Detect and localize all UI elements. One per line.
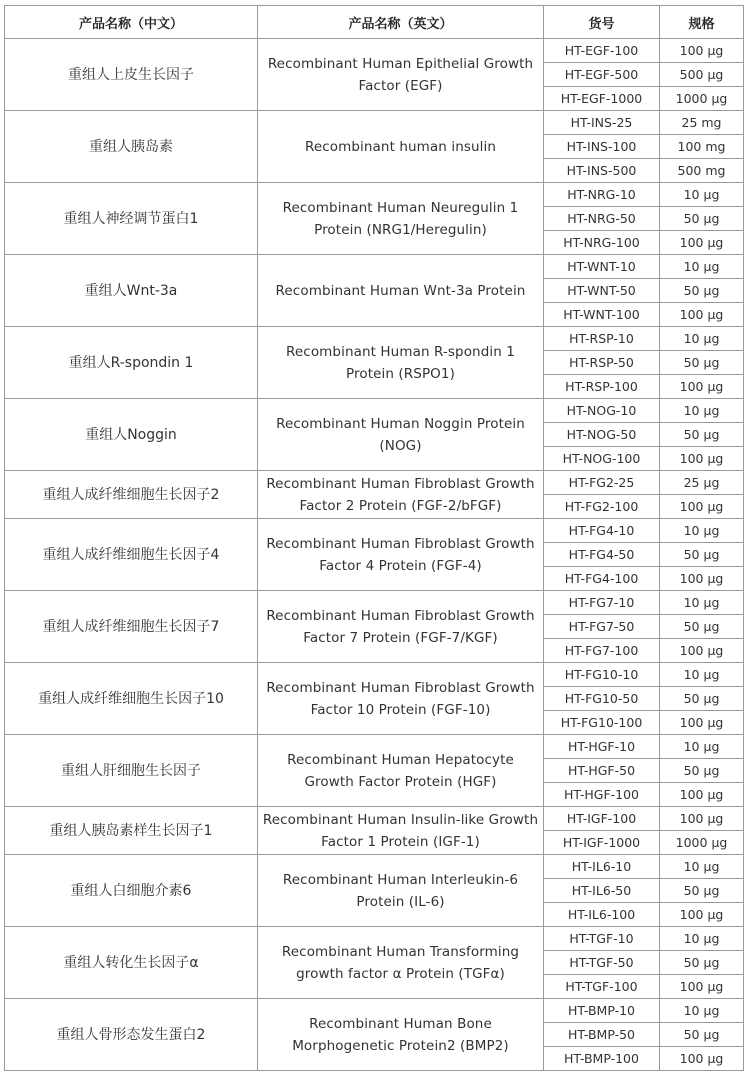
specification: 1000 μg xyxy=(660,831,744,855)
product-name-en: Recombinant Human Transforming growth factor α Protein (TGFα) xyxy=(258,927,544,999)
catalog-number: HT-TGF-10 xyxy=(544,927,660,951)
specification: 100 mg xyxy=(660,135,744,159)
catalog-number: HT-NOG-10 xyxy=(544,399,660,423)
table-row xyxy=(5,327,744,351)
specification: 100 μg xyxy=(660,39,744,63)
specification: 50 μg xyxy=(660,423,744,447)
table-row xyxy=(5,183,744,207)
specification: 500 mg xyxy=(660,159,744,183)
table-row xyxy=(5,663,744,687)
catalog-number: HT-NOG-100 xyxy=(544,447,660,471)
table-row xyxy=(5,855,744,879)
catalog-number: HT-INS-500 xyxy=(544,159,660,183)
catalog-number: HT-BMP-100 xyxy=(544,1047,660,1071)
product-name-cn: 重组人转化生长因子α xyxy=(5,927,258,999)
header-name-en: 产品名称（英文） xyxy=(258,6,544,39)
specification: 100 μg xyxy=(660,639,744,663)
table-row xyxy=(5,471,744,495)
product-name-cn: 重组人Noggin xyxy=(5,399,258,471)
table-row xyxy=(5,735,744,759)
catalog-number: HT-NRG-100 xyxy=(544,231,660,255)
product-name-en: Recombinant human insulin xyxy=(258,111,544,183)
header-catalog-no: 货号 xyxy=(544,6,660,39)
catalog-number: HT-FG2-100 xyxy=(544,495,660,519)
catalog-number: HT-IGF-1000 xyxy=(544,831,660,855)
specification: 100 μg xyxy=(660,231,744,255)
catalog-number: HT-WNT-10 xyxy=(544,255,660,279)
catalog-number: HT-IL6-100 xyxy=(544,903,660,927)
specification: 50 μg xyxy=(660,687,744,711)
catalog-number: HT-EGF-500 xyxy=(544,63,660,87)
specification: 10 μg xyxy=(660,591,744,615)
specification: 50 μg xyxy=(660,879,744,903)
catalog-number: HT-FG10-100 xyxy=(544,711,660,735)
catalog-number: HT-FG4-50 xyxy=(544,543,660,567)
product-name-en: Recombinant Human Bone Morphogenetic Protein2 (BMP2) xyxy=(258,999,544,1071)
product-name-cn: 重组人神经调节蛋白1 xyxy=(5,183,258,255)
table-row xyxy=(5,399,744,423)
catalog-number: HT-INS-100 xyxy=(544,135,660,159)
header-spec: 规格 xyxy=(660,6,744,39)
product-name-cn: 重组人R-spondin 1 xyxy=(5,327,258,399)
table-row xyxy=(5,519,744,543)
catalog-number: HT-FG7-50 xyxy=(544,615,660,639)
catalog-number: HT-INS-25 xyxy=(544,111,660,135)
catalog-number: HT-TGF-100 xyxy=(544,975,660,999)
specification: 50 μg xyxy=(660,279,744,303)
product-table xyxy=(4,5,744,1071)
catalog-number: HT-HGF-50 xyxy=(544,759,660,783)
product-name-en: Recombinant Human R-spondin 1 Protein (RSPO1) xyxy=(258,327,544,399)
product-name-en: Recombinant Human Fibroblast Growth Factor 10 Protein (FGF-10) xyxy=(258,663,544,735)
product-name-cn: 重组人Wnt-3a xyxy=(5,255,258,327)
specification: 10 μg xyxy=(660,519,744,543)
product-name-en: Recombinant Human Neuregulin 1 Protein (NRG1/Heregulin) xyxy=(258,183,544,255)
product-name-cn: 重组人成纤维细胞生长因子2 xyxy=(5,471,258,519)
catalog-number: HT-IL6-50 xyxy=(544,879,660,903)
specification: 10 μg xyxy=(660,327,744,351)
specification: 10 μg xyxy=(660,999,744,1023)
catalog-number: HT-WNT-100 xyxy=(544,303,660,327)
catalog-number: HT-RSP-10 xyxy=(544,327,660,351)
product-name-en: Recombinant Human Interleukin-6 Protein (IL-6) xyxy=(258,855,544,927)
catalog-number: HT-FG10-10 xyxy=(544,663,660,687)
specification: 100 μg xyxy=(660,711,744,735)
specification: 100 μg xyxy=(660,783,744,807)
catalog-number: HT-FG7-10 xyxy=(544,591,660,615)
product-name-cn: 重组人肝细胞生长因子 xyxy=(5,735,258,807)
product-name-en: Recombinant Human Epithelial Growth Factor (EGF) xyxy=(258,39,544,111)
product-name-en: Recombinant Human Hepatocyte Growth Factor Protein (HGF) xyxy=(258,735,544,807)
product-name-en: Recombinant Human Fibroblast Growth Factor 4 Protein (FGF-4) xyxy=(258,519,544,591)
catalog-number: HT-FG10-50 xyxy=(544,687,660,711)
product-name-cn: 重组人骨形态发生蛋白2 xyxy=(5,999,258,1071)
catalog-number: HT-HGF-10 xyxy=(544,735,660,759)
product-name-en: Recombinant Human Insulin-like Growth Factor 1 Protein (IGF-1) xyxy=(258,807,544,855)
catalog-number: HT-WNT-50 xyxy=(544,279,660,303)
catalog-number: HT-TGF-50 xyxy=(544,951,660,975)
product-name-cn: 重组人成纤维细胞生长因子4 xyxy=(5,519,258,591)
specification: 50 μg xyxy=(660,351,744,375)
specification: 100 μg xyxy=(660,495,744,519)
catalog-number: HT-RSP-100 xyxy=(544,375,660,399)
catalog-number: HT-BMP-50 xyxy=(544,1023,660,1047)
specification: 100 μg xyxy=(660,975,744,999)
catalog-number: HT-FG4-10 xyxy=(544,519,660,543)
specification: 25 μg xyxy=(660,471,744,495)
table-row xyxy=(5,591,744,615)
specification: 100 μg xyxy=(660,1047,744,1071)
header-name-cn: 产品名称（中文） xyxy=(5,6,258,39)
catalog-number: HT-NRG-50 xyxy=(544,207,660,231)
specification: 10 μg xyxy=(660,735,744,759)
catalog-number: HT-IL6-10 xyxy=(544,855,660,879)
product-name-en: Recombinant Human Fibroblast Growth Factor 2 Protein (FGF-2/bFGF) xyxy=(258,471,544,519)
specification: 10 μg xyxy=(660,399,744,423)
table-row xyxy=(5,255,744,279)
specification: 100 μg xyxy=(660,375,744,399)
product-name-cn: 重组人胰岛素 xyxy=(5,111,258,183)
specification: 100 μg xyxy=(660,447,744,471)
product-name-en: Recombinant Human Wnt-3a Protein xyxy=(258,255,544,327)
table-header-row xyxy=(5,6,744,39)
catalog-number: HT-FG4-100 xyxy=(544,567,660,591)
catalog-number: HT-EGF-100 xyxy=(544,39,660,63)
table-row xyxy=(5,999,744,1023)
product-name-cn: 重组人成纤维细胞生长因子10 xyxy=(5,663,258,735)
table-body xyxy=(5,39,744,1071)
specification: 100 μg xyxy=(660,903,744,927)
catalog-number: HT-FG2-25 xyxy=(544,471,660,495)
specification: 10 μg xyxy=(660,927,744,951)
specification: 50 μg xyxy=(660,759,744,783)
specification: 10 μg xyxy=(660,663,744,687)
catalog-number: HT-IGF-100 xyxy=(544,807,660,831)
specification: 50 μg xyxy=(660,615,744,639)
product-name-cn: 重组人成纤维细胞生长因子7 xyxy=(5,591,258,663)
specification: 100 μg xyxy=(660,567,744,591)
specification: 25 mg xyxy=(660,111,744,135)
specification: 1000 μg xyxy=(660,87,744,111)
product-name-cn: 重组人胰岛素样生长因子1 xyxy=(5,807,258,855)
catalog-number: HT-NOG-50 xyxy=(544,423,660,447)
catalog-number: HT-FG7-100 xyxy=(544,639,660,663)
specification: 10 μg xyxy=(660,255,744,279)
specification: 50 μg xyxy=(660,207,744,231)
specification: 100 μg xyxy=(660,807,744,831)
table-row xyxy=(5,807,744,831)
catalog-number: HT-RSP-50 xyxy=(544,351,660,375)
catalog-number: HT-NRG-10 xyxy=(544,183,660,207)
catalog-number: HT-HGF-100 xyxy=(544,783,660,807)
product-name-cn: 重组人上皮生长因子 xyxy=(5,39,258,111)
specification: 50 μg xyxy=(660,1023,744,1047)
specification: 50 μg xyxy=(660,543,744,567)
specification: 50 μg xyxy=(660,951,744,975)
catalog-number: HT-BMP-10 xyxy=(544,999,660,1023)
product-name-en: Recombinant Human Noggin Protein (NOG) xyxy=(258,399,544,471)
product-name-cn: 重组人白细胞介素6 xyxy=(5,855,258,927)
specification: 10 μg xyxy=(660,855,744,879)
specification: 10 μg xyxy=(660,183,744,207)
table-row xyxy=(5,927,744,951)
specification: 500 μg xyxy=(660,63,744,87)
product-name-en: Recombinant Human Fibroblast Growth Factor 7 Protein (FGF-7/KGF) xyxy=(258,591,544,663)
table-row xyxy=(5,39,744,63)
specification: 100 μg xyxy=(660,303,744,327)
catalog-number: HT-EGF-1000 xyxy=(544,87,660,111)
table-row xyxy=(5,111,744,135)
